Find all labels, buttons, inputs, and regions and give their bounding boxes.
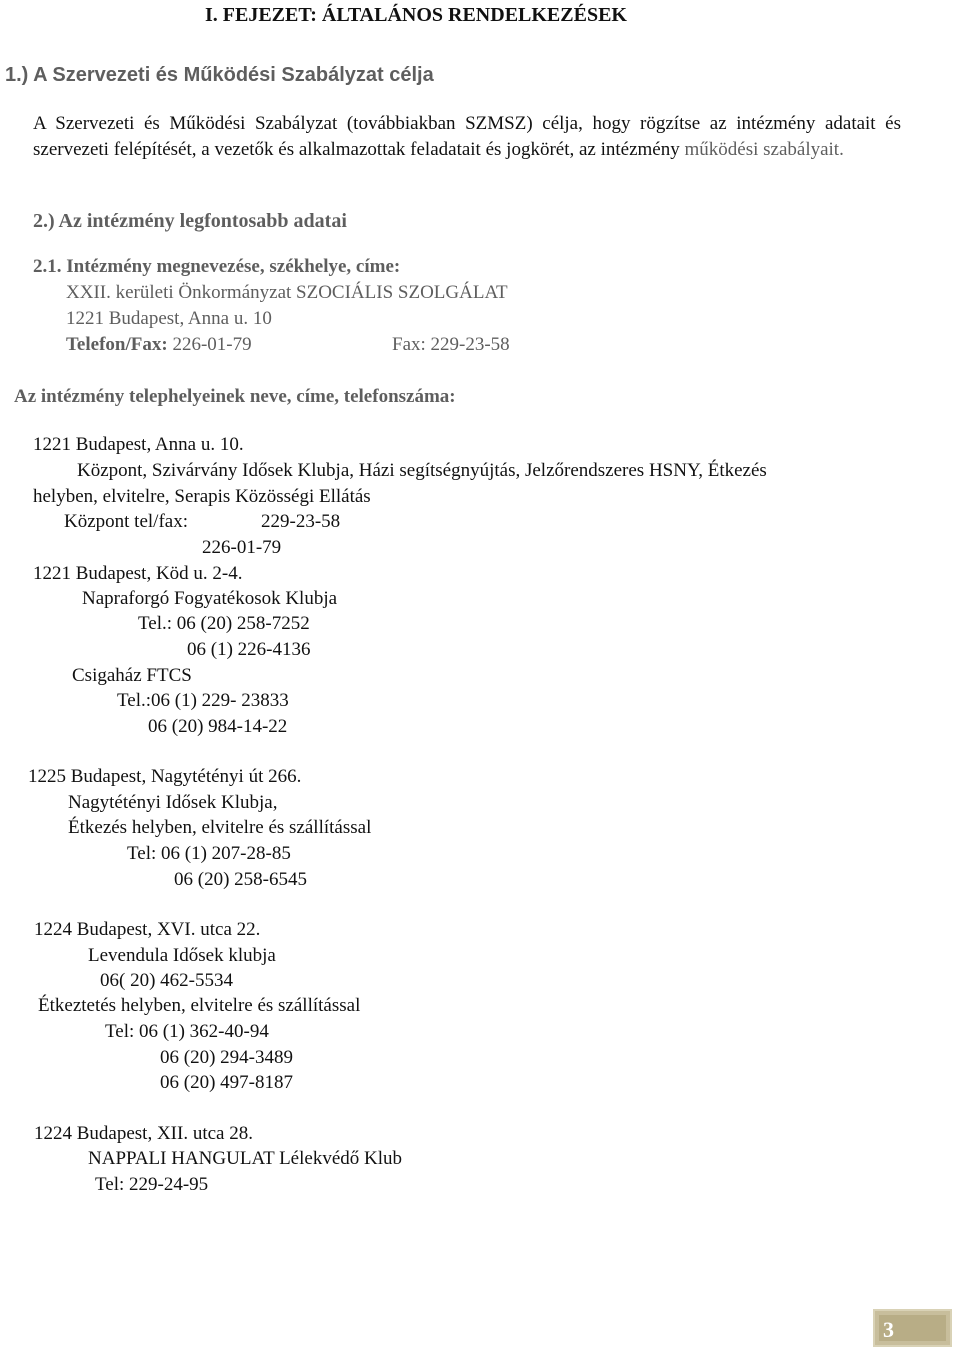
site4-tel-line1: Tel: 06 (1) 362-40-94 (105, 1021, 269, 1042)
section2-heading: 2.) Az intézmény legfontosabb adatai (33, 210, 347, 232)
page-number: 3 (883, 1317, 894, 1342)
chapter-title: I. FEJEZET: ÁLTALÁNOS RENDELKEZÉSEK (205, 4, 627, 26)
paragraph-line: adatait és szervezeti felépítését, a vezetők és alkalmazottak feladatait és jogkörét, az intézmény (33, 113, 902, 160)
page-number-badge (873, 1309, 952, 1347)
site2-tel-line2: 06 (1) 226-4136 (187, 639, 311, 660)
phone-label: Telefon/Fax: (66, 334, 168, 355)
section1-heading: 1.) A Szervezeti és Működési Szabályzat célja (5, 64, 434, 86)
site5-club: NAPPALI HANGULAT Lélekvédő Klub (88, 1148, 403, 1169)
paragraph-line: működési szabályait. (684, 139, 844, 160)
site4-tel-line2: 06 (20) 294-3489 (160, 1047, 293, 1068)
site2-tel2-line2: 06 (20) 984-14-22 (148, 716, 288, 737)
site1-services-line2: helyben, elvitelre, Serapis Közösségi Ellátás (33, 486, 371, 507)
institution-address: 1221 Budapest, Anna u. 10 (66, 308, 272, 329)
site2-address: 1221 Budapest, Köd u. 2-4. (33, 563, 243, 584)
site1-phone1: 229-23-58 (261, 511, 341, 532)
site4-service: Étkeztetés helyben, elvitelre és szállítással (38, 995, 361, 1016)
institution-name: XXII. kerületi Önkormányzat SZOCIÁLIS SZOLGÁLAT (66, 282, 508, 303)
site2-unit2: Csigaház FTCS (72, 665, 192, 686)
sites-heading: Az intézmény telephelyeinek neve, címe, telefonszáma: (14, 386, 456, 407)
site3-service: Étkezés helyben, elvitelre és szállítással (68, 817, 372, 838)
site2-club: Napraforgó Fogyatékosok Klubja (82, 588, 338, 609)
paragraph-line: A Szervezeti és Működési Szabályzat (továbbiakban SZMSZ) célja, hogy rögzítse az intézmény (33, 113, 816, 134)
site4-club: Levendula Idősek klubja (88, 945, 276, 966)
site2-tel-line1: Tel.: 06 (20) 258-7252 (138, 613, 310, 634)
site1-address: 1221 Budapest, Anna u. 10. (33, 434, 244, 455)
site5-tel: Tel: 229-24-95 (95, 1174, 209, 1195)
site2-tel2-line1: Tel.:06 (1) 229- 23833 (117, 690, 289, 711)
site3-address: 1225 Budapest, Nagytétényi út 266. (28, 766, 302, 787)
site3-club: Nagytétényi Idősek Klubja, (68, 792, 278, 813)
site1-phone-label: Központ tel/fax: (64, 511, 188, 532)
institution-phone (66, 335, 252, 354)
section2-subheading: 2.1. Intézmény megnevezése, székhelye, címe: (33, 256, 401, 277)
site5-address: 1224 Budapest, XII. utca 28. (34, 1123, 253, 1144)
site1-services-line1: Központ, Szivárvány Idősek Klubja, Házi segítségnyújtás, Jelzőrendszeres HSNY, Étkezés (77, 460, 767, 481)
site4-tel-line3: 06 (20) 497-8187 (160, 1072, 293, 1093)
site3-tel-line1: Tel: 06 (1) 207-28-85 (127, 843, 291, 864)
phone-value: 226-01-79 (172, 334, 252, 355)
site3-tel-line2: 06 (20) 258-6545 (174, 869, 307, 890)
site4-address: 1224 Budapest, XVI. utca 22. (34, 919, 261, 940)
site4-phone: 06( 20) 462-5534 (100, 970, 233, 991)
site1-phone2: 226-01-79 (202, 537, 282, 558)
institution-fax: Fax: 229-23-58 (392, 334, 510, 355)
section1-paragraph (33, 111, 901, 163)
